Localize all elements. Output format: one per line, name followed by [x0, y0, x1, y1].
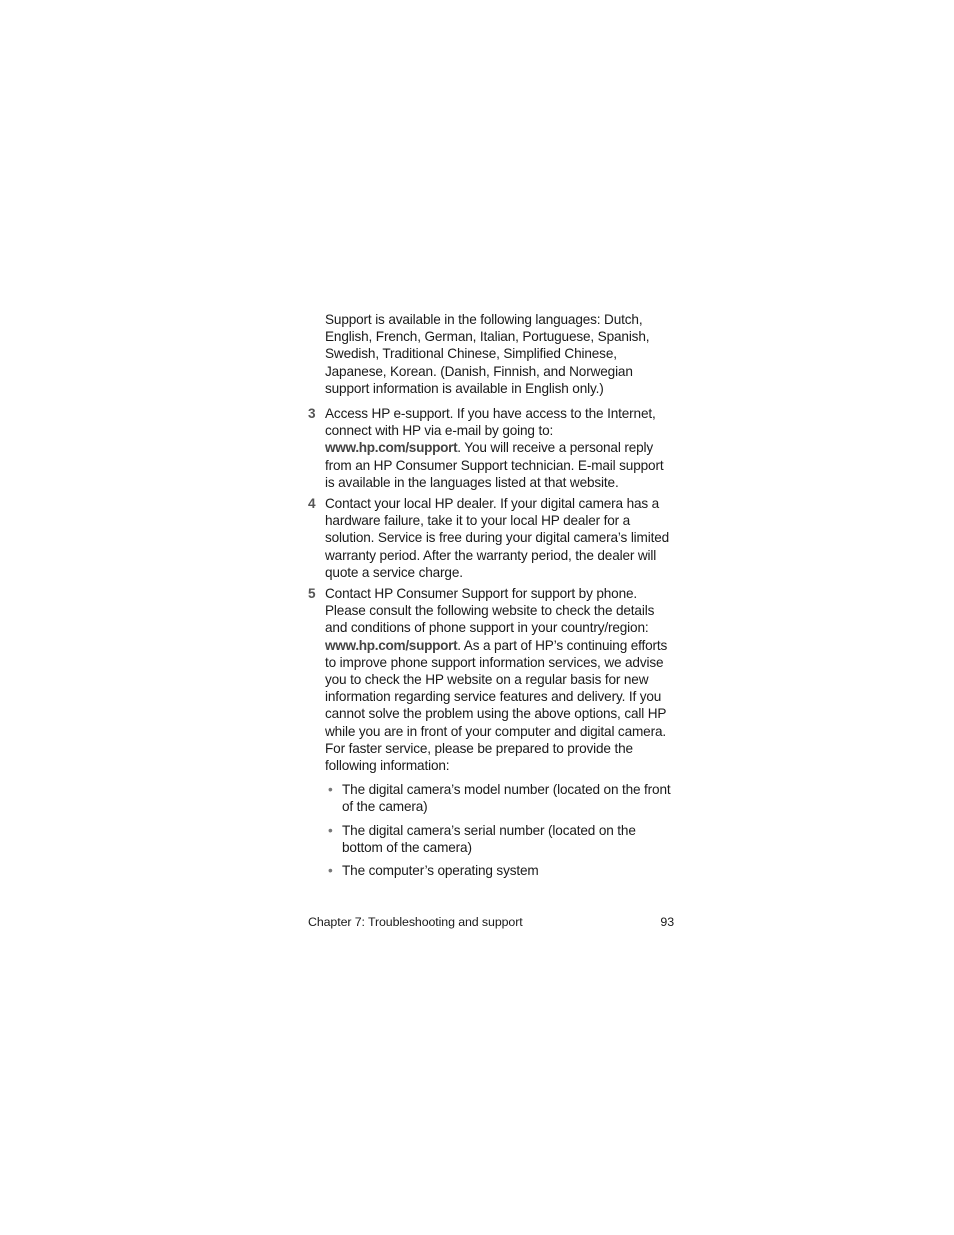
bullet-icon: • — [328, 782, 333, 798]
page-content — [308, 311, 676, 885]
step-text: . As a part of HP’s continuing efforts to improve phone support information services, we advise you to check the HP website on a regular basis for new information regarding service features and delivery. If you cannot solve the problem using the above options, call HP while you are in front of your computer and digital camera. For faster service, please be prepared to provide the following information: — [325, 637, 668, 774]
step-text: Access HP e-support. If you have access to the Internet, connect with HP via e-mail by going to: — [325, 406, 656, 439]
language-support-paragraph: Support is available in the following languages: Dutch, English, French, German, Italian, Portuguese, Spanish, Swedish, Traditional Chinese, Simplified Chinese, Japanese, Korean. (Danish, Finnish, and Norwegian support information is available in English only.) — [325, 312, 650, 396]
step-number: 3 — [308, 406, 316, 422]
step-text: Contact HP Consumer Support for support by phone. Please consult the following website to check the details and conditions of phone support in your country/region: — [325, 586, 655, 636]
bullet-icon: • — [328, 863, 333, 879]
page-footer — [308, 914, 674, 930]
list-item-text: The computer’s operating system — [342, 863, 539, 879]
list-item-text: The digital camera’s model number (located on the front of the camera) — [342, 782, 671, 815]
step-text: Contact your local HP dealer. If your digital camera has a hardware failure, take it to your local HP dealer for a solution. Service is free during your digital camera’s limited warranty period. After the warranty period, the dealer will quote a service charge. — [325, 496, 670, 580]
list-item — [325, 781, 675, 815]
step-number: 4 — [308, 496, 316, 512]
page-number: 93 — [660, 915, 674, 929]
list-item — [325, 822, 675, 856]
step-5 — [308, 585, 675, 774]
step-4 — [308, 495, 675, 581]
step-number: 5 — [308, 586, 316, 602]
step-text: . You will receive a personal reply from an HP Consumer Support technician. E-mail support is available in the languages listed at that website. — [325, 440, 664, 490]
bullet-icon: • — [328, 822, 333, 838]
support-link[interactable]: www.hp.com/support — [325, 440, 458, 456]
chapter-title: Chapter 7: Troubleshooting and support — [308, 915, 523, 929]
list-item — [325, 862, 675, 879]
support-link[interactable]: www.hp.com/support — [325, 637, 458, 653]
required-info-list — [325, 781, 675, 879]
list-item-text: The digital camera’s serial number (located on the bottom of the camera) — [342, 822, 636, 855]
step-3 — [308, 405, 675, 491]
